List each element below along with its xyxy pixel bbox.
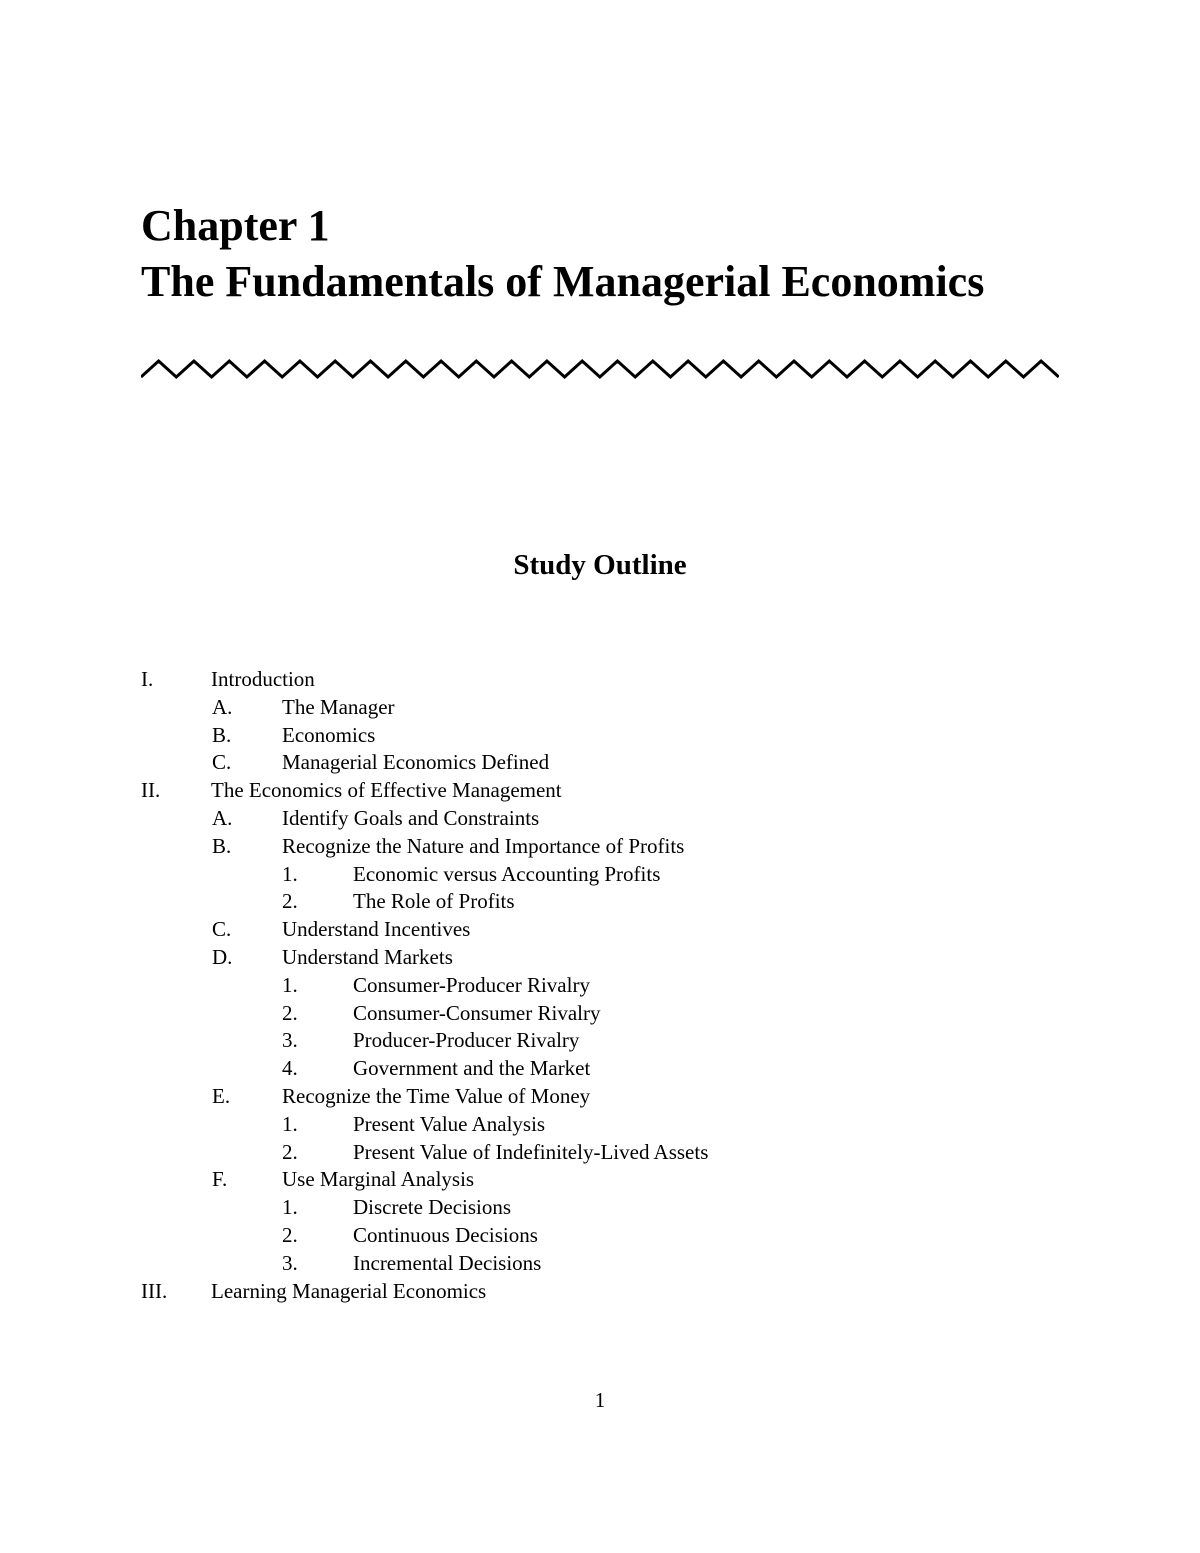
chapter-heading: [141, 198, 984, 310]
outline-item-text: Present Value Analysis: [353, 1111, 546, 1136]
outline-item-marker: III.: [141, 1278, 168, 1303]
outline-item-text: Present Value of Indefinitely-Lived Assets: [353, 1139, 709, 1164]
outline-item-text: Economics: [282, 722, 376, 747]
outline-item-marker: A.: [212, 694, 233, 719]
outline-item-level-3: [141, 1055, 1041, 1083]
outline-item-marker: II.: [141, 778, 161, 803]
zigzag-divider: [141, 358, 1059, 380]
outline-item-text: Understand Markets: [282, 944, 453, 969]
outline-item-text: Economic versus Accounting Profits: [353, 861, 661, 886]
outline-item-text: Use Marginal Analysis: [282, 1167, 475, 1192]
outline-item-text: Recognize the Nature and Importance of Profits: [282, 833, 685, 858]
outline-item-marker: B.: [212, 833, 232, 858]
chapter-title: The Fundamentals of Managerial Economics: [141, 257, 985, 306]
outline-item-text: Introduction: [211, 667, 315, 691]
section-title: Study Outline: [513, 549, 687, 581]
outline-item-level-3: [141, 1250, 1041, 1278]
outline-item-level-2: [141, 722, 1041, 750]
outline-item-text: Discrete Decisions: [353, 1195, 512, 1220]
outline-item-marker: 1.: [282, 1111, 298, 1136]
outline-item-text: Government and the Market: [353, 1056, 591, 1081]
outline-item-marker: 3.: [282, 1028, 298, 1053]
outline-item-level-2: [141, 805, 1041, 833]
outline-item-text: Identify Goals and Constraints: [282, 805, 540, 830]
outline-item-level-2: [141, 694, 1041, 722]
outline-item-text: Continuous Decisions: [353, 1222, 538, 1247]
outline-item-text: Consumer-Producer Rivalry: [353, 972, 590, 997]
outline-item-level-1: [141, 666, 1041, 694]
outline-item-marker: D.: [212, 944, 233, 969]
outline-item-text: Consumer-Consumer Rivalry: [353, 1000, 601, 1025]
outline-item-level-3: [141, 1222, 1041, 1250]
outline-item-level-2: [141, 944, 1041, 972]
outline-item-level-2: [141, 916, 1041, 944]
outline-item-text: Learning Managerial Economics: [211, 1278, 487, 1303]
outline-item-marker: B.: [212, 722, 232, 747]
outline-item-level-3: [141, 861, 1041, 889]
outline-item-marker: 3.: [282, 1250, 298, 1275]
outline-item-level-1: [141, 777, 1041, 805]
page-number: 1: [594, 1388, 606, 1412]
outline-item-level-3: [141, 1027, 1041, 1055]
outline-item-text: Managerial Economics Defined: [282, 750, 550, 775]
outline-item-marker: C.: [212, 750, 232, 775]
outline-item-level-3: [141, 972, 1041, 1000]
outline-item-marker: C.: [212, 917, 232, 942]
outline-item-level-3: [141, 1000, 1041, 1028]
outline-item-marker: 2.: [282, 1000, 298, 1025]
outline-item-marker: 2.: [282, 889, 298, 914]
outline-item-text: The Manager: [282, 694, 395, 719]
outline-item-marker: 4.: [282, 1056, 298, 1081]
outline-item-marker: 2.: [282, 1139, 298, 1164]
outline-item-level-3: [141, 888, 1041, 916]
outline-item-level-2: [141, 833, 1041, 861]
outline-item-marker: F.: [212, 1167, 228, 1192]
outline-item-level-1: [141, 1278, 1041, 1306]
outline-item-marker: I.: [141, 667, 154, 691]
study-outline-list: [141, 666, 1041, 1305]
outline-item-text: Producer-Producer Rivalry: [353, 1028, 580, 1053]
outline-item-marker: 1.: [282, 861, 298, 886]
outline-item-text: Understand Incentives: [282, 917, 471, 942]
outline-item-text: The Economics of Effective Management: [211, 778, 562, 803]
outline-item-level-2: [141, 1083, 1041, 1111]
outline-item-marker: 1.: [282, 972, 298, 997]
outline-item-level-3: [141, 1194, 1041, 1222]
outline-item-text: Recognize the Time Value of Money: [282, 1083, 591, 1108]
outline-item-level-3: [141, 1111, 1041, 1139]
outline-item-text: The Role of Profits: [353, 889, 515, 914]
outline-item-marker: 2.: [282, 1222, 298, 1247]
outline-item-level-2: [141, 1166, 1041, 1194]
chapter-number: Chapter 1: [141, 201, 330, 250]
outline-item-text: Incremental Decisions: [353, 1250, 542, 1275]
outline-item-marker: 1.: [282, 1195, 298, 1220]
outline-item-marker: A.: [212, 805, 233, 830]
outline-item-marker: E.: [212, 1083, 231, 1108]
outline-item-level-3: [141, 1139, 1041, 1167]
outline-item-level-2: [141, 749, 1041, 777]
